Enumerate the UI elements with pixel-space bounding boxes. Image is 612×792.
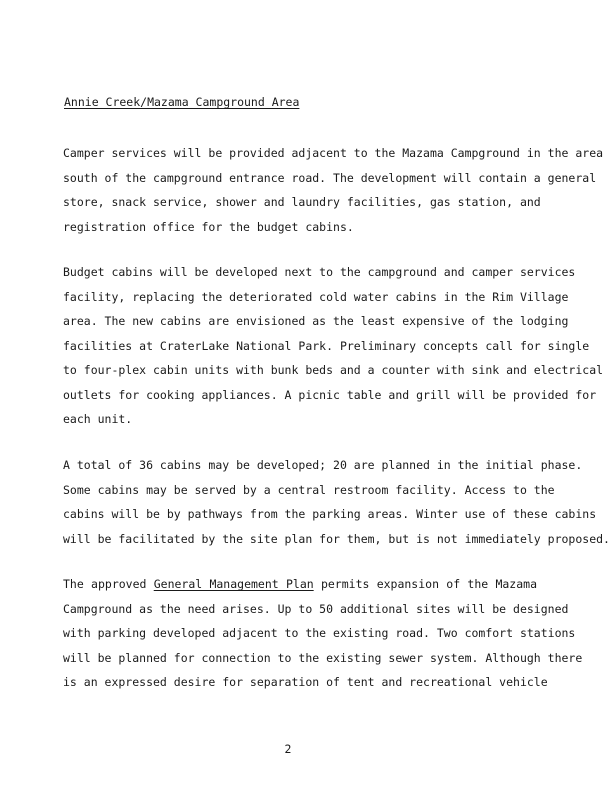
text-line: with parking developed adjacent to the existing road. Two comfort stations [63,626,576,640]
text-line: will be facilitated by the site plan for them, but is not immediately proposed. [63,531,610,546]
page-number: 2 [284,742,292,756]
text-line: Some cabins may be served by a central restroom facility. Access to the [63,482,555,497]
section-heading: Annie Creek/Mazama Campground Area [64,95,300,109]
general-management-plan-title: General Management Plan [153,577,314,591]
text-line: south of the campground entrance road. The development will contain a general [63,170,597,185]
text-segment: The approved [63,577,154,591]
text-line: will be planned for connection to the existing sewer system. Although there [63,650,583,665]
text-line: is an expressed desire for separation of tent and recreational vehicle [63,675,548,689]
text-line: registration office for the budget cabins. [63,219,354,234]
paragraph-camper-services [63,141,604,239]
text-line: facilities at CraterLake National Park. Preliminary concepts call for single [63,338,590,353]
text-line: to four-plex cabin units with bunk beds and a counter with sink and electrical [63,363,604,377]
text-line: store, snack service, shower and laundry facilities, gas station, and [63,195,541,209]
text-line: cabins will be by pathways from the parking areas. Winter use of these cabins [63,507,597,521]
text-line: area. The new cabins are envisioned as the least expensive of the lodging [63,314,569,328]
paragraph-budget-cabins [63,260,604,432]
text-line [63,572,537,597]
text-line: facility, replacing the deteriorated cold water cabins in the Rim Village [63,289,569,304]
paragraph-campground-expansion [63,572,583,695]
text-line: Camper services will be provided adjacent to the Mazama Campground in the area [63,146,604,160]
paragraph-cabin-total [63,453,610,551]
text-line: Budget cabins will be developed next to the campground and camper services [63,265,576,279]
text-line: Campground as the need arises. Up to 50 additional sites will be designed [63,601,569,616]
text-segment: permits expansion of the Mazama [313,577,537,591]
text-line: A total of 36 cabins may be developed; 20 are planned in the initial phase. [63,458,583,472]
text-line: outlets for cooking appliances. A picnic table and grill will be provided for [63,387,597,402]
text-line: each unit. [63,412,133,426]
